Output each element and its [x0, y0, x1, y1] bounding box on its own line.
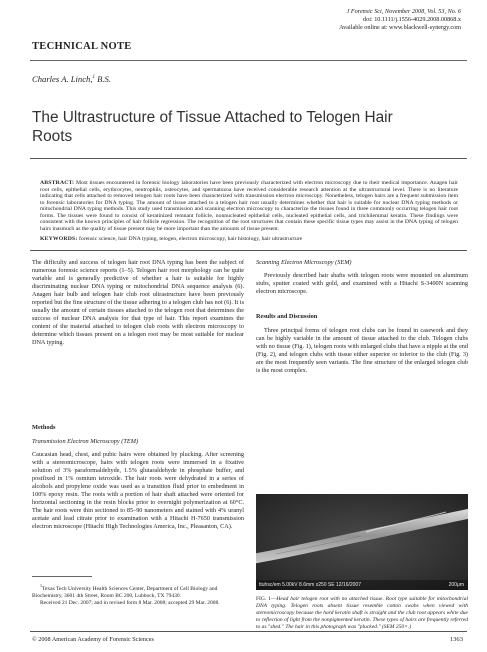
- keywords-label: KEYWORDS:: [40, 236, 78, 242]
- results-paragraph: Three principal forms of telogen root clubs can be found in casework and they can be highly variable in the amount of tissue attached to the club. Telogen clubs with no tissue (Fig. 1), telogen roots with enlarged clubs that have a nipple at the end (Fig. 2), and telogen clubs with tissue either superior or inferior to the club (Fig. 3) are the most frequently seen variants. The fine structure of the enlarged telogen club is the most complex.: [256, 327, 468, 374]
- scale-bar-label: 200μm: [448, 582, 464, 588]
- author-superscript: 1: [92, 75, 95, 81]
- abstract-label: ABSTRACT:: [40, 180, 75, 186]
- journal-header: [211, 8, 461, 32]
- header-rule: [30, 60, 467, 61]
- footnote-affiliation: [32, 583, 244, 599]
- figure-caption-text: Head hair telogen root with no attached tissue. Root type suitable for mitochondrial DNA typing. Telogen roots absent tissue resemble cotton swabs when viewed with stereomicroscopy because the hard keratin shaft is straight and the club root appears white due to reflection of light from the nonpigmented keratin. These types of hairs are frequently referred to as "shed." The hair in this photograph was "plucked." (SEM 250×.): [256, 596, 468, 630]
- footer-rule: [30, 631, 467, 632]
- sem-heading: Scanning Electron Microscopy (SEM): [256, 259, 352, 266]
- abstract-rule: [30, 158, 467, 159]
- author-degree: B.S.: [94, 74, 111, 84]
- abstract-text: Most tissues encountered in forensic biology laboratories have been previously characterized with electron microscopy due to their medical importance. Anagen hair root cells, epithelial cells, erythrocytes, neutrophils, osteocytes, and spermatozoa have received considerable research attention at the ultrastructural level. There is no literature indicating that cells attached to removed telogen hair roots have been characterized with transmission electron microscopy. Nonetheless, telogen hairs are a frequent submission item to forensic laboratories for DNA typing. The amount of tissue attached to a telogen hair root usually determines whether that hair is suitable for nuclear DNA typing methods or mitochondrial DNA typing methods. This study used transmission and scanning electron microscopy to characterize the tissues found in three commonly occurring telogen hair root forms. The tissues were found to consist of keratinized remnant follicle, nonnucleated epithelial cells, nucleated epithelial cells, and trichilemmal keratin. These findings were consistent with the known principles of hair follicle regression. The recognition of the root structures that contain these specific tissue types may assist in the DNA typing of telogen hairs inasmuch as the quality of tissue present may be more important than the amounts of tissue present.: [40, 180, 458, 232]
- tem-heading: Transmission Electron Microscopy (TEM): [32, 438, 139, 445]
- abstract: [40, 180, 458, 232]
- methods-heading: Methods: [32, 424, 56, 431]
- figure-caption: [256, 596, 468, 631]
- footnote-rule: [32, 576, 92, 577]
- keywords-text: forensic science, hair DNA typing, telogen, electron microscopy, hair histology, hair ultrastructure: [77, 236, 303, 242]
- hair-root-image: [256, 494, 468, 590]
- section-label: TECHNICAL NOTE: [32, 41, 132, 52]
- journal-doi: doi: 10.1111/j.1556-4029.2008.00868.x: [363, 16, 461, 23]
- paper-title: The Ultrastructure of Tissue Attached to Telogen Hair Roots: [32, 109, 393, 145]
- tem-paragraph: Caucasian head, chest, and pubic hairs were obtained by plucking. After screening with a stereomicroscope, hairs with telogen roots were immersed in a fixative solution of 3% paraformaldehyde, 1.5% glutaraldehyde in phosphate buffer, and postfixed in 1% osmium tetroxide. The hair roots were dehydrated in a series of alcohols and propylene oxide was used as a transition fluid prior to embedment in 100% epoxy resin. The roots with a portion of hair shaft attached were oriented for horizontal sectioning in the resin blocks prior to overnight polymerization at 60°C. The hair roots were thin sectioned to 85–90 nanometers and stained with 4% uranyl acetate and lead citrate prior to examination with a Hitachi H-7650 transmission electron microscope (Hitachi High Technologies America, Inc., Pleasanton, CA).: [32, 451, 244, 530]
- sem-info-bar: [256, 580, 468, 590]
- journal-availability: Available online at: www.blackwell-synergy.com: [339, 24, 461, 31]
- footnote-superscript: 1: [40, 583, 42, 588]
- keywords: [40, 236, 458, 243]
- author-name: Charles A. Linch,: [32, 74, 93, 84]
- results-heading: Results and Discussion: [256, 313, 318, 320]
- sem-micrograph: [256, 494, 468, 590]
- journal-citation: J Forensic Sci, November 2008, Vol. 53, No. 6: [346, 8, 461, 15]
- footer-copyright: © 2008 American Academy of Forensic Sciences: [32, 636, 154, 643]
- intro-paragraph: The difficulty and success of telogen hair root DNA typing has been the subject of numerous forensic science reports (1–5). Telogen hair root morphology can be quite variable and is generally predictive of whether a hair is suitable for highly discriminating nuclear DNA typing or mitochondrial DNA sequence analysis (6). Anagen hair bulb and telogen hair club root ultrastructure have been previously reported but the fine structure of the tissue adhering to a telogen club has not (6). It is usually the amount of certain tissues attached to the telogen root that determines the success of nuclear DNA analysis for that type of hair. This report examines the content of the material attached to telogen club roots with electron microscopy to determine which tissues present on a telogen root may be most suitable for nuclear DNA typing.: [32, 259, 244, 346]
- sem-info-text: ttuhsc/em 5.00kV 8.6mm x250 SE 12/16/2007: [259, 582, 362, 588]
- figure-caption-label: FIG. 1—: [256, 596, 277, 602]
- page-number: 1363: [449, 636, 463, 643]
- sem-paragraph: Previously described hair shafts with telogen roots were mounted on aluminum stubs, sputter coated with gold, and examined with a Hitachi S-3400N scanning electron microscope.: [256, 272, 468, 295]
- footnote-affiliation-text: Texas Tech University Health Sciences Center, Department of Cell Biology and Biochemistry, 3601 4th Street, Room BC 200, Lubbock, TX 79430.: [32, 585, 218, 599]
- footnote-received: Received 21 Dec. 2007; and in revised form 8 Mar. 2008; accepted 29 Mar. 2008.: [40, 600, 220, 606]
- keywords-rule: [30, 250, 467, 251]
- author-line: [32, 74, 111, 84]
